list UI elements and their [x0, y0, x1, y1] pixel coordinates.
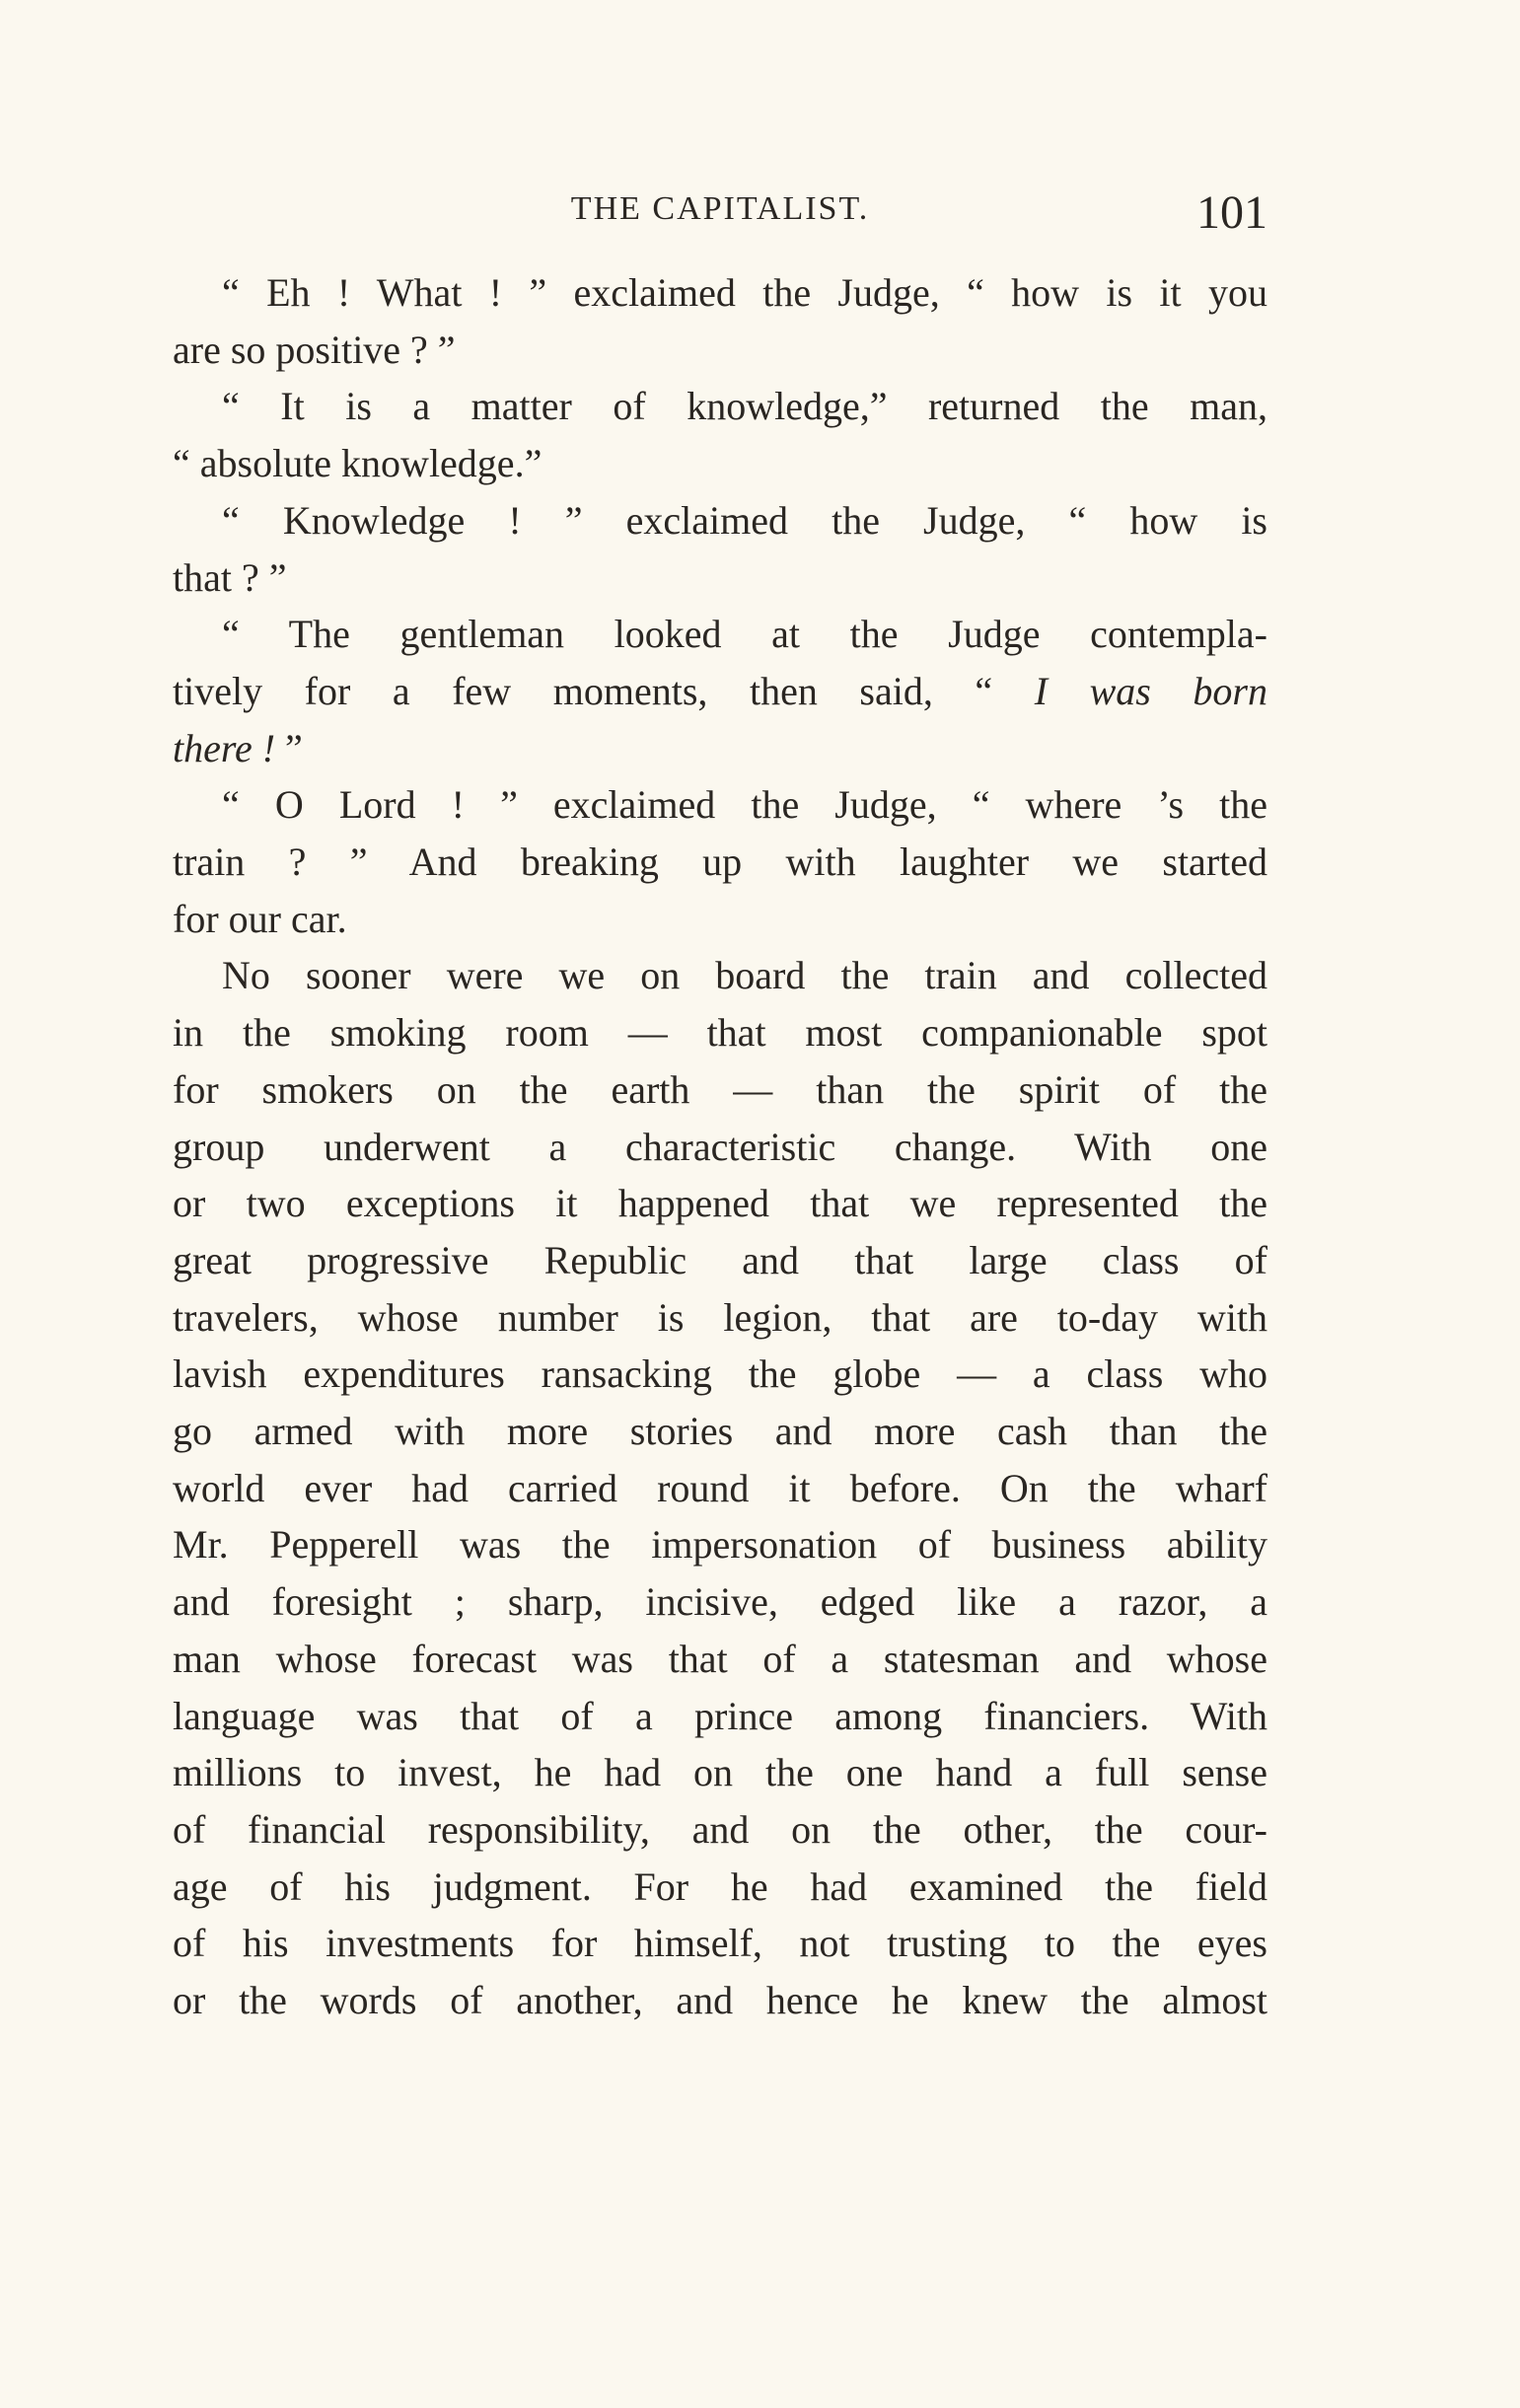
text-line: world ever had carried round it before. On the wharf	[173, 1465, 1267, 1510]
text-line: travelers, whose number is legion, that are to-day with	[173, 1294, 1267, 1340]
text-line: that ? ”	[173, 554, 287, 600]
running-title: THE CAPITALIST.	[570, 190, 870, 227]
text-line: language was that of a prince among financiers. With	[173, 1693, 1267, 1738]
body-text	[173, 264, 1267, 2029]
text-line: man whose forecast was that of a statesman and whose	[173, 1636, 1267, 1681]
text-line: train ? ” And breaking up with laughter we started	[173, 839, 1267, 885]
text-line: “ absolute knowledge.”	[173, 441, 543, 486]
text-line: tively for a few moments, then said, “ I was born	[173, 668, 1267, 713]
text-line: “ O Lord ! ” exclaimed the Judge, “ where ’s the	[222, 782, 1267, 828]
page-number: 101	[1196, 186, 1267, 239]
text-line: age of his judgment. For he had examined the field	[173, 1863, 1267, 1909]
text-line: Mr. Pepperell was the impersonation of business ability	[173, 1522, 1267, 1568]
text-line: go armed with more stories and more cash than the	[173, 1409, 1267, 1454]
text-line: of financial responsibility, and on the other, the cour-	[173, 1806, 1267, 1852]
text-line: of his investments for himself, not trusting to the eyes	[173, 1921, 1267, 1966]
text-line: and foresight ; sharp, incisive, edged like a razor, a	[173, 1579, 1267, 1625]
text-line: group underwent a characteristic change. With one	[173, 1124, 1267, 1169]
text-line: “ Eh ! What ! ” exclaimed the Judge, “ how is it you	[222, 270, 1267, 315]
text-line: or the words of another, and hence he knew the almost	[173, 1978, 1267, 2023]
text-line: or two exceptions it happened that we represented the	[173, 1181, 1267, 1226]
text-line: millions to invest, he had on the one hand a full sense	[173, 1750, 1267, 1795]
text-line: for smokers on the earth — than the spirit of the	[173, 1066, 1267, 1112]
text-line: “ It is a matter of knowledge,” returned the man,	[222, 384, 1267, 429]
text-line: “ The gentleman looked at the Judge contempla-	[222, 612, 1267, 657]
text-line: “ Knowledge ! ” exclaimed the Judge, “ how is	[222, 497, 1267, 543]
text-line: No sooner were we on board the train and collected	[222, 953, 1267, 998]
text-line: are so positive ? ”	[173, 327, 456, 372]
text-line: for our car.	[173, 896, 347, 941]
text-line: there ! ”	[173, 725, 303, 770]
text-line: in the smoking room — that most companionable spot	[173, 1010, 1267, 1056]
text-line: lavish expenditures ransacking the globe — a class who	[173, 1351, 1267, 1397]
text-line: great progressive Republic and that large class of	[173, 1237, 1267, 1282]
running-head	[173, 186, 1267, 249]
